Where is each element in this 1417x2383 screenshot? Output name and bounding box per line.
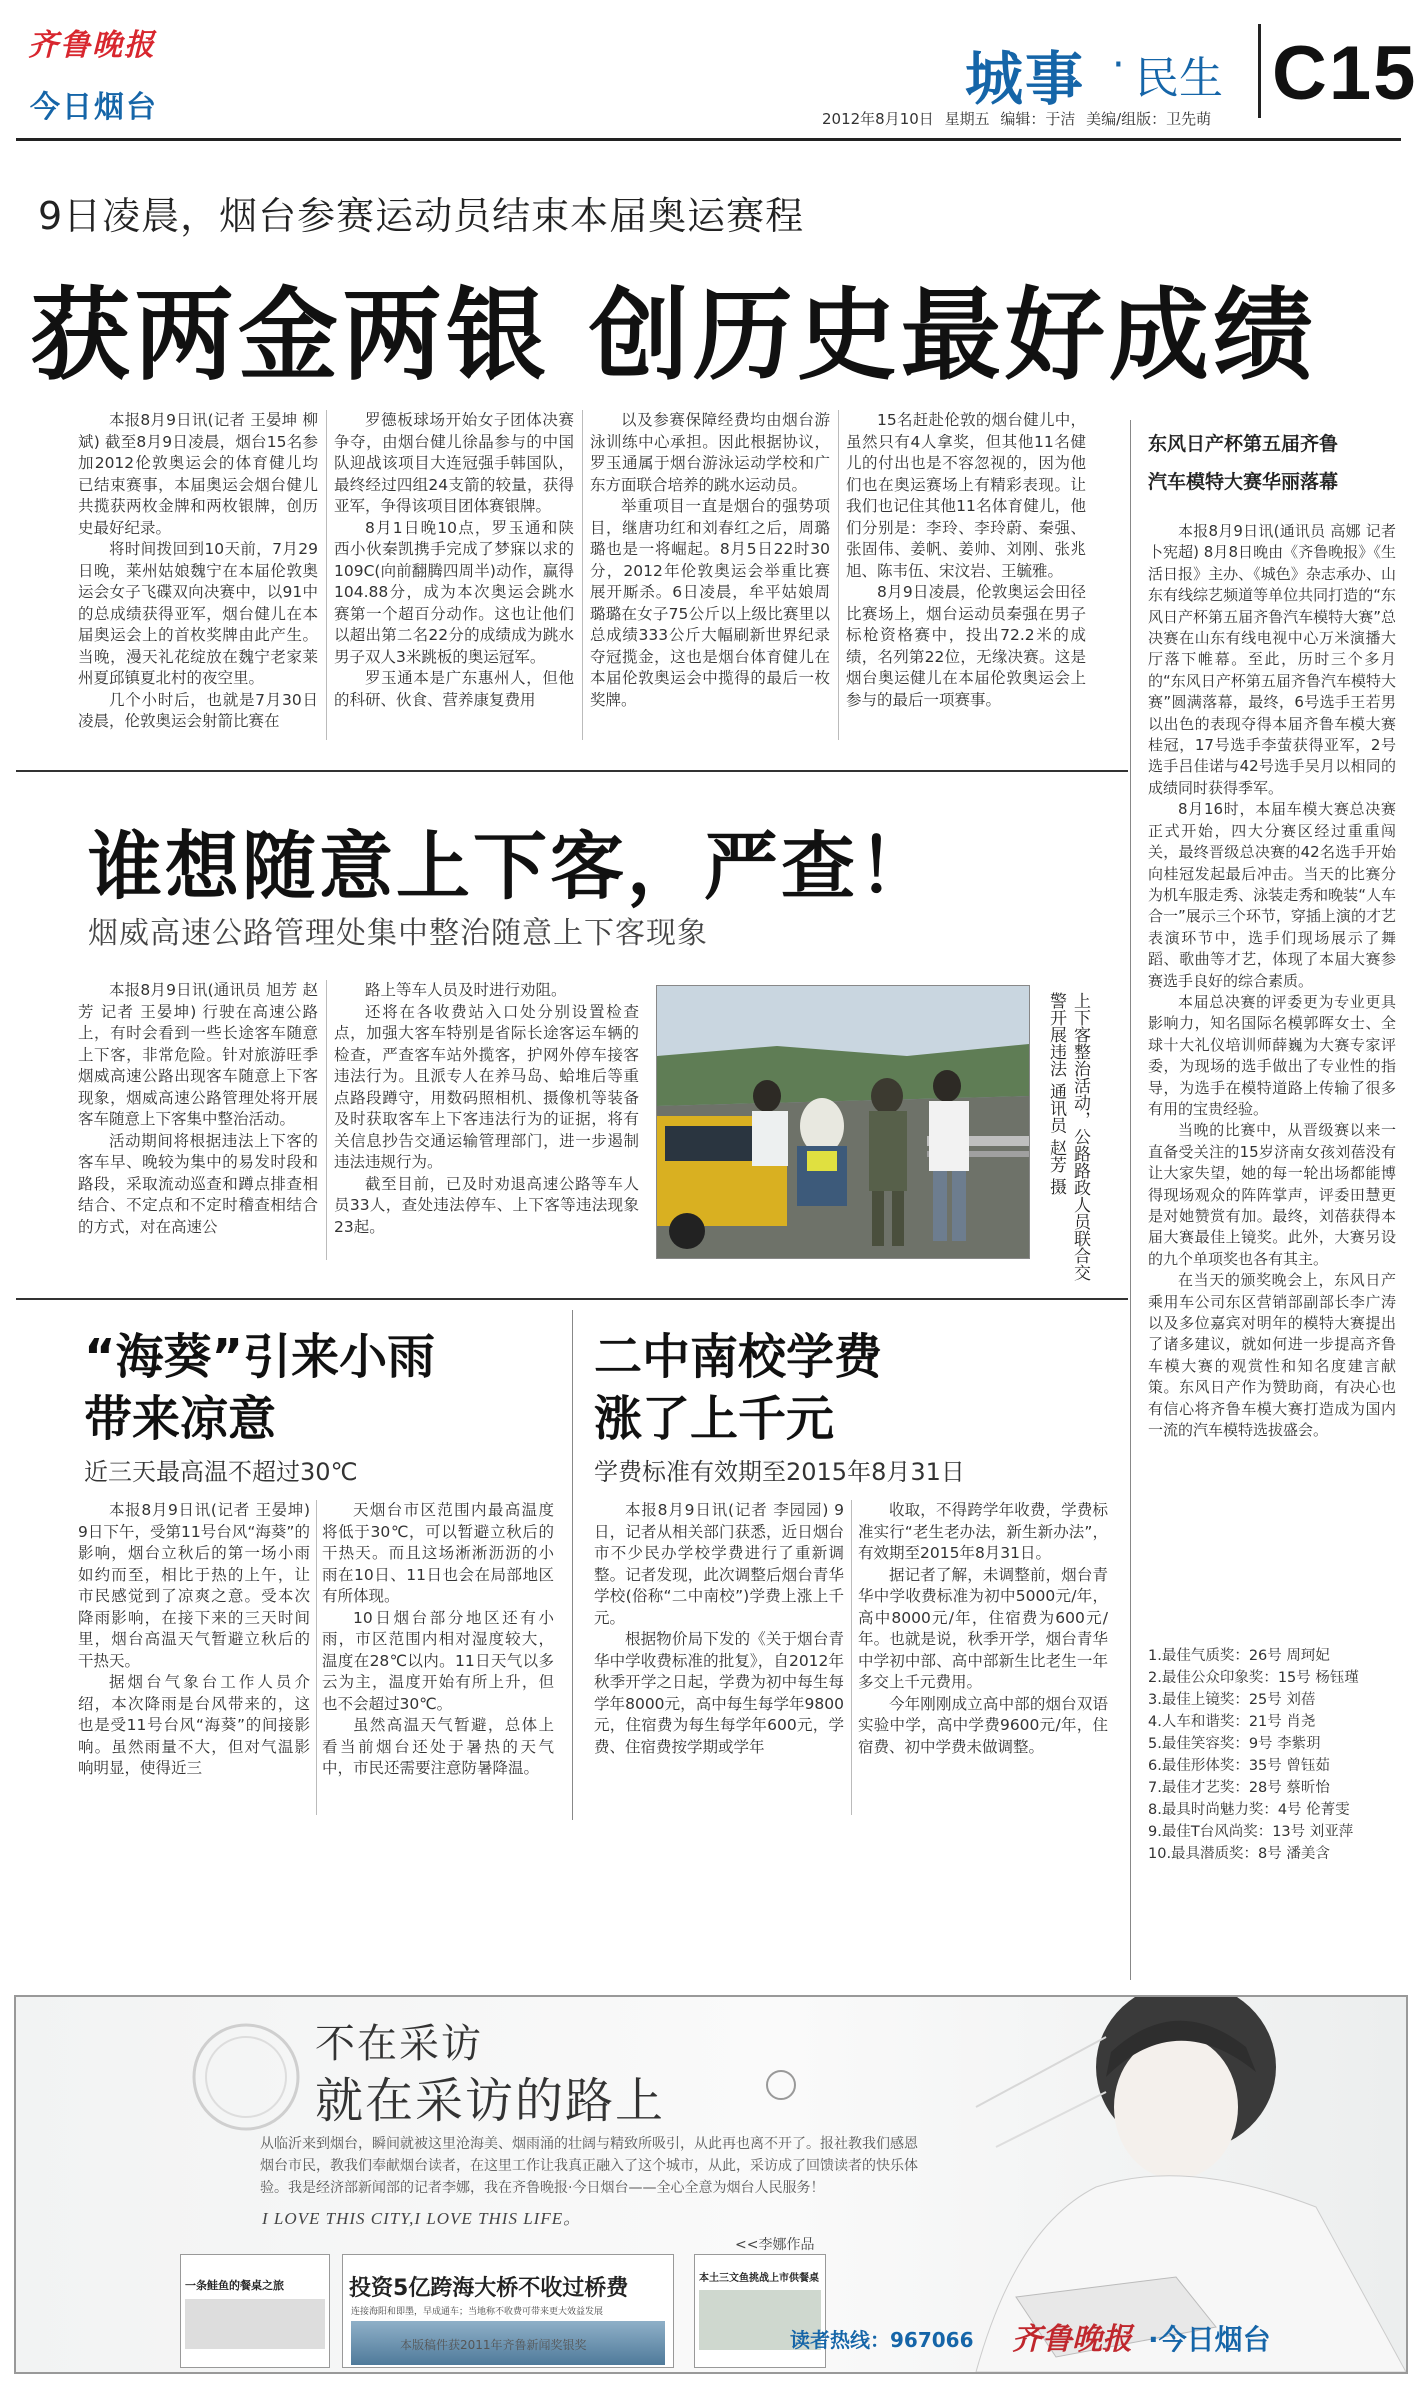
paragraph: 15名赶赴伦敦的烟台健儿中，虽然只有4人拿奖，但其他11名健儿的付出也是不容忽视的，因为他们也在奥运赛场上有精彩表现。让我们也记住其他11名体育健儿，他们分别是：李玲、李玲蔚、秦强、张固伟、姜帆、姜帅、刘刚、张兆旭、陈韦伍、宋汶岩、王毓雅。: [846, 411, 1086, 580]
photo-illustration: [657, 986, 1029, 1258]
photo-caption: 上下客整治活动，公路路政人员联合交警开展违法 通讯员 赵芳 摄: [1046, 992, 1090, 1281]
sidebar-article: [1148, 425, 1396, 1990]
section-title: 城事: [965, 45, 1086, 113]
page-number: C15: [1272, 31, 1417, 116]
story4-subhead: 学费标准有效期至2015年8月31日: [594, 1458, 965, 1486]
paragraph: 本届总决赛的评委更为专业更具影响力，知名国际名模郭晖女士、全球十大礼仪培训师薛巍为大赛专家评委，为现场的选手做出了专业性的指导，为选手在模特道路上传输了很多有用的宝贵经验。: [1148, 992, 1396, 1118]
story2-headline: 谁想随意上下客，严查！: [88, 824, 935, 910]
story1-column-3: [590, 410, 830, 745]
column-divider: [851, 1500, 852, 1815]
award-item: 4.人车和谐奖：21号 肖尧: [1148, 1714, 1316, 1730]
article-text: [322, 1500, 554, 1780]
edition-name: 今日烟台: [30, 90, 158, 125]
award-item: 3.最佳上镜奖：25号 刘蓓: [1148, 1692, 1316, 1708]
story3-column-2: [322, 1500, 554, 1820]
ad-award-caption: 本版稿件获2011年齐鲁新闻奖银奖: [400, 2338, 587, 2352]
column-divider: [316, 1500, 317, 1815]
paragraph: 8月1日晚10点，罗玉通和陕西小伙秦凯携手完成了梦寐以求的109C(向前翻腾四周半)动作，赢得104.88分，成为本次奥运会跳水赛第一个超百分动作。这也让他们以超出第二名22分的成绩成为跳水男子双人3米跳板的奥运冠军。: [334, 518, 574, 666]
ad-english-slogan: I LOVE THIS CITY,I LOVE THIS LIFE。: [262, 2209, 582, 2228]
article-text: [78, 980, 318, 1238]
article-text: [78, 1500, 310, 1780]
sidebar-divider: [1130, 420, 1131, 1980]
story-divider: [572, 1310, 573, 1820]
award-item: 10.最具潜质奖：8号 潘美含: [1148, 1846, 1330, 1862]
column-divider: [582, 410, 583, 740]
clipping-subtitle: 连接海阳和即墨，早成通车；当地称不收费可带来更大效益发展: [351, 2307, 604, 2317]
footer-brand-edition: ·今日烟台: [1148, 2323, 1271, 2356]
clipping-image: [185, 2299, 325, 2349]
top-rule: [16, 138, 1401, 141]
awards-list: [1148, 1645, 1396, 1865]
paragraph: 据烟台气象台工作人员介绍，本次降雨是台风带来的，这也是受11号台风“海葵”的间接影响。虽然雨量不大，但对气温影响明显，使得近三: [78, 1673, 310, 1777]
award-item: 1.最佳气质奖：26号 周珂妃: [1148, 1648, 1330, 1664]
story1-column-1: [78, 410, 318, 745]
paragraph: 在当天的颁奖晚会上，东风日产乘用车公司东区营销部副部长李广涛以及多位嘉宾对明年的模特大赛提出了诸多建议，就如何进一步提高齐鲁车模大赛的观赏性和知名度建言献策。东风日产作为赞助商，有决心也有信心将齐鲁车模大赛打造成为国内一流的汽车模特选拔盛会。: [1148, 1271, 1396, 1440]
story4-headline-line2: 涨了上千元: [594, 1391, 835, 1447]
paragraph: 举重项目一直是烟台的强势项目，继唐功红和刘春红之后，周璐璐也是一将崛起。8月5日22时30分，2012年伦敦奥运会举重比赛展开厮杀。6日凌晨，牟平姑娘周璐璐在女子75公斤以上级比赛里以总成绩333公斤大幅刷新世界纪录夺冠揽金，这也是烟台体育健儿在本届伦敦奥运会中揽得的最后一枚奖牌。: [590, 497, 830, 709]
clipping-title: 投资5亿跨海大桥不收过桥费: [349, 2276, 629, 2301]
story3-headline-line1: “海葵”引来小雨: [84, 1329, 436, 1385]
column-divider: [838, 410, 839, 740]
story4-headline-line1: 二中南校学费: [594, 1329, 883, 1385]
story1-column-2: [334, 410, 574, 745]
article-text: [78, 410, 318, 733]
section-subtitle: 民生: [1135, 53, 1223, 104]
clipping-title: 本土三文鱼挑战上市供餐桌: [699, 2273, 819, 2284]
news-photo-traffic-inspection: [656, 985, 1030, 1259]
paragraph: 8月16时，本届车模大赛总决赛正式开始，四大分赛区经过重重闯关，最终晋级总决赛的42名选手开始向桂冠发起最后冲击。当天的比赛分为机车服走秀、泳装走秀和晚装“人车合一”展示三个环节，穿插上演的才艺表演环节中，选手们现场展示了舞蹈、歌曲等才艺，体现了本届大赛参赛选手良好的综合素质。: [1148, 800, 1396, 990]
story2-column-1: [78, 980, 318, 1262]
newspaper-logo: 齐鲁晚报: [28, 28, 156, 63]
ad-credit: <<李娜作品: [735, 2237, 815, 2253]
award-item: 5.最佳笑容奖：9号 李紫玥: [1148, 1736, 1321, 1752]
paragraph: 本报8月9日讯(记者 李园园) 9日，记者从相关部门获悉，近日烟台市不少民办学校学费进行了重新调整。记者发现，此次调整后烟台青华学校(俗称“二中南校”)学费上涨上千元。: [594, 1501, 844, 1627]
article-text: [334, 410, 574, 711]
ad-headline-line1: 不在采访: [315, 2021, 483, 2067]
article-text: [594, 1500, 844, 1758]
article-text: [590, 410, 830, 711]
paragraph: 虽然高温天气暂避，总体上看当前烟台还处于暑热的天气中，市民还需要注意防暑降温。: [322, 1716, 554, 1777]
award-item: 6.最佳形体奖：35号 曾钰茹: [1148, 1758, 1330, 1774]
paragraph: 罗玉通本是广东惠州人，但他的科研、伙食、营养康复费用: [334, 669, 574, 709]
clipping-thumbnail-1: [180, 2254, 330, 2368]
column-divider: [326, 980, 327, 1260]
paragraph: 还将在各收费站入口处分别设置检查点，加强大客车特别是省际长途客运车辆的检查，严查客车站外揽客，护网外停车接客违法行为。且派专人在养马岛、蛤堆后等重点路段蹲守，用数码照相机、摄像机等装备及时获取客车上下客违法行为的证据，将有关信息抄告交通运输管理部门，进一步遏制违法违规行为。: [334, 1002, 639, 1171]
article-text: [858, 1500, 1108, 1758]
story3-headline-line2: 带来凉意: [84, 1391, 277, 1447]
paragraph: 几个小时后，也就是7月30日凌晨，伦敦奥运会射箭比赛在: [78, 690, 318, 730]
paragraph: 截至目前，已及时劝退高速公路等车人员33人，查处违法停车、上下客等违法现象23起。: [334, 1174, 639, 1236]
story1-kicker: 9日凌晨，烟台参赛运动员结束本届奥运赛程: [38, 194, 805, 238]
story2-column-2: [334, 980, 639, 1262]
paragraph: 本报8月9日讯(记者 王晏坤 柳斌) 截至8月9日凌晨，烟台15名参加2012伦敦奥运会的体育健儿均已结束赛事，本届奥运会烟台健儿共揽获两枚金牌和两枚银牌，创历史最好纪录。: [78, 411, 318, 537]
ad-headline-line2: 就在采访的路上: [315, 2073, 666, 2129]
masthead-divider: [1258, 24, 1261, 118]
story3-column-1: [78, 1500, 310, 1820]
section-dot: ·: [1112, 42, 1125, 88]
paragraph: 8月9日凌晨，伦敦奥运会田径比赛场上，烟台运动员秦强在男子标枪资格赛中，投出72.2米的成绩，名列第22位，无缘决赛。这是烟台奥运健儿在本届伦敦奥运会上参与的最后一项赛事。: [846, 583, 1086, 709]
award-item: 9.最佳T台风尚奖：13号 刘亚萍: [1148, 1824, 1354, 1840]
paragraph: 天烟台市区范围内最高温度将低于30℃，可以暂避立秋后的干热天。而且这场淅淅沥沥的小雨在10日、11日也会在局部地区有所体现。: [322, 1501, 554, 1605]
story3-subhead: 近三天最高温不超过30℃: [84, 1458, 358, 1486]
paragraph: 收取，不得跨学年收费，学费标准实行“老生老办法，新生新办法”，有效期至2015年8月31日。: [858, 1501, 1108, 1562]
section-rule: [16, 1298, 1128, 1300]
story2-subhead: 烟威高速公路管理处集中整治随意上下客现象: [88, 916, 708, 951]
paragraph: 本报8月9日讯(通讯员 旭芳 赵芳 记者 王晏坤) 行驶在高速公路上，有时会看到一些长途客车随意上下客，非常危险。针对旅游旺季烟威高速公路出现客车随意上下客现象，烟威高速公路管理处将开展客车随意上下客集中整治活动。: [78, 981, 318, 1128]
paragraph: 根据物价局下发的《关于烟台青华中学收费标准的批复》，自2012年秋季开学之日起，学费为初中每生每学年8000元，高中每生每学年9800元，住宿费为每生每学年600元，学费、住宿费按学期或学年: [594, 1630, 844, 1756]
paragraph: 10日烟台部分地区还有小雨，市区范围内相对湿度较大，温度在28℃以内。11日天气以多云为主，温度开始有所上升，但也不会超过30℃。: [322, 1608, 554, 1713]
clipping-title: 一条鲑鱼的餐桌之旅: [185, 2279, 284, 2292]
paragraph: 路上等车人员及时进行劝阻。: [365, 981, 567, 999]
reader-hotline: 读者热线：967066: [790, 2328, 974, 2352]
award-item: 7.最佳才艺奖：28号 蔡昕怡: [1148, 1780, 1330, 1796]
column-divider: [326, 410, 327, 740]
ad-body: 从临沂来到烟台，瞬间就被这里沧海美、烟雨涌的壮阔与精致所吸引，从此再也离不开了。报社教我们感恩烟台市民，教我们奉献烟台读者，在这里工作让我真正融入了这个城市，从此，采访成了回馈读者的快乐体验。我是经济部新闻部的记者李娜，我在齐鲁晚报·今日烟台——全心全意为烟台人民服务！: [260, 2136, 918, 2196]
award-item: 2.最佳公众印象奖：15号 杨钰瑾: [1148, 1670, 1359, 1686]
story1-column-4: [846, 410, 1086, 745]
sidebar-title-line2: 汽车模特大赛华丽落幕: [1148, 471, 1339, 493]
story1-headline: 获两金两银 创历史最好成绩: [30, 277, 1317, 394]
paragraph: 据记者了解，未调整前，烟台青华中学收费标准为初中5000元/年，高中8000元/年，住宿费为600元/年。也就是说，秋季开学，烟台青华中学初中部、高中部新生比老生一年多交上千元费用。: [858, 1565, 1108, 1691]
paragraph: 当晚的比赛中，从晋级赛以来一直备受关注的15岁济南女孩刘蓓没有让大家失望，她的每一轮出场都能博得现场观众的阵阵掌声，评委田慧更是对她赞赏有加。最终，刘蓓获得本届大赛最佳上镜奖。此外，大赛另设的九个单项奖也各有其主。: [1148, 1121, 1396, 1268]
paragraph: 今年刚刚成立高中部的烟台双语实验中学，高中学费9600元/年，住宿费、初中学费未做调整。: [858, 1694, 1108, 1756]
dateline: 2012年8月10日 星期五 编辑：于洁 美编/组版：卫先萌: [822, 110, 1212, 128]
story4-column-1: [594, 1500, 844, 1820]
paragraph: 罗德板球场开始女子团体决赛争夺，由烟台健儿徐晶参与的中国队迎战该项目大连冠强手韩国队，最终经过四组24支箭的较量，获得亚军，争得该项目团体赛银牌。: [334, 411, 574, 515]
paragraph: 活动期间将根据违法上下客的客车早、晚较为集中的易发时段和路段，采取流动巡查和蹲点排查相结合、不定点和不定时稽查相结合的方式，对在高速公: [78, 1131, 318, 1236]
footer-brand-logo: 齐鲁晚报: [1012, 2322, 1132, 2357]
paragraph: 以及参赛保障经费均由烟台游泳训练中心承担。因此根据协议，罗玉通属于烟台游泳运动学校和广东方面联合培养的跳水运动员。: [590, 411, 830, 494]
paragraph: 将时间拨回到10天前，7月29日晚，莱州姑娘魏宁在本届伦敦奥运会女子飞碟双向决赛中，以91中的总成绩获得亚军，烟台健儿在本届奥运会上的首枚奖牌由此产生。当晚，漫天礼花绽放在魏宁老家莱州夏邱镇夏北村的夜空里。: [78, 540, 318, 687]
sidebar-body: [1148, 521, 1396, 1631]
article-text: [1148, 521, 1396, 1441]
sidebar-title-line1: 东风日产杯第五届齐鲁: [1148, 433, 1339, 455]
paragraph: 本报8月9日讯(记者 王晏坤) 9日下午，受第11号台风“海葵”的影响，烟台立秋后的第一场小雨如约而至，相比于热的上午，让市民感觉到了凉爽之意。受本次降雨影响，在接下来的三天时间里，烟台高温天气暂避立秋后的干热天。: [78, 1501, 310, 1670]
article-text: [334, 980, 639, 1238]
article-text: [846, 410, 1086, 711]
section-rule: [16, 770, 1128, 772]
award-item: 8.最具时尚魅力奖：4号 伦菁雯: [1148, 1802, 1350, 1818]
paragraph: 本报8月9日讯(通讯员 高娜 记者 卜宪超) 8月8日晚由《齐鲁晚报》《生活日报》主办、《城色》杂志承办、山东有线综艺频道等单位共同打造的“东风日产杯第五届齐鲁汽车模特大赛”总决赛在山东有线电视中心万米演播大厅落下帷幕。至此，历时三个多月的“东风日产杯第五届齐鲁汽车模特大赛”圆满落幕，最终，6号选手王若男以出色的表现夺得本届齐鲁车模大赛桂冠，17号选手李萤获得亚军，2号选手吕佳诺与42号选手吴月以相同的成绩同时获得季军。: [1148, 522, 1396, 797]
story4-column-2: [858, 1500, 1108, 1820]
